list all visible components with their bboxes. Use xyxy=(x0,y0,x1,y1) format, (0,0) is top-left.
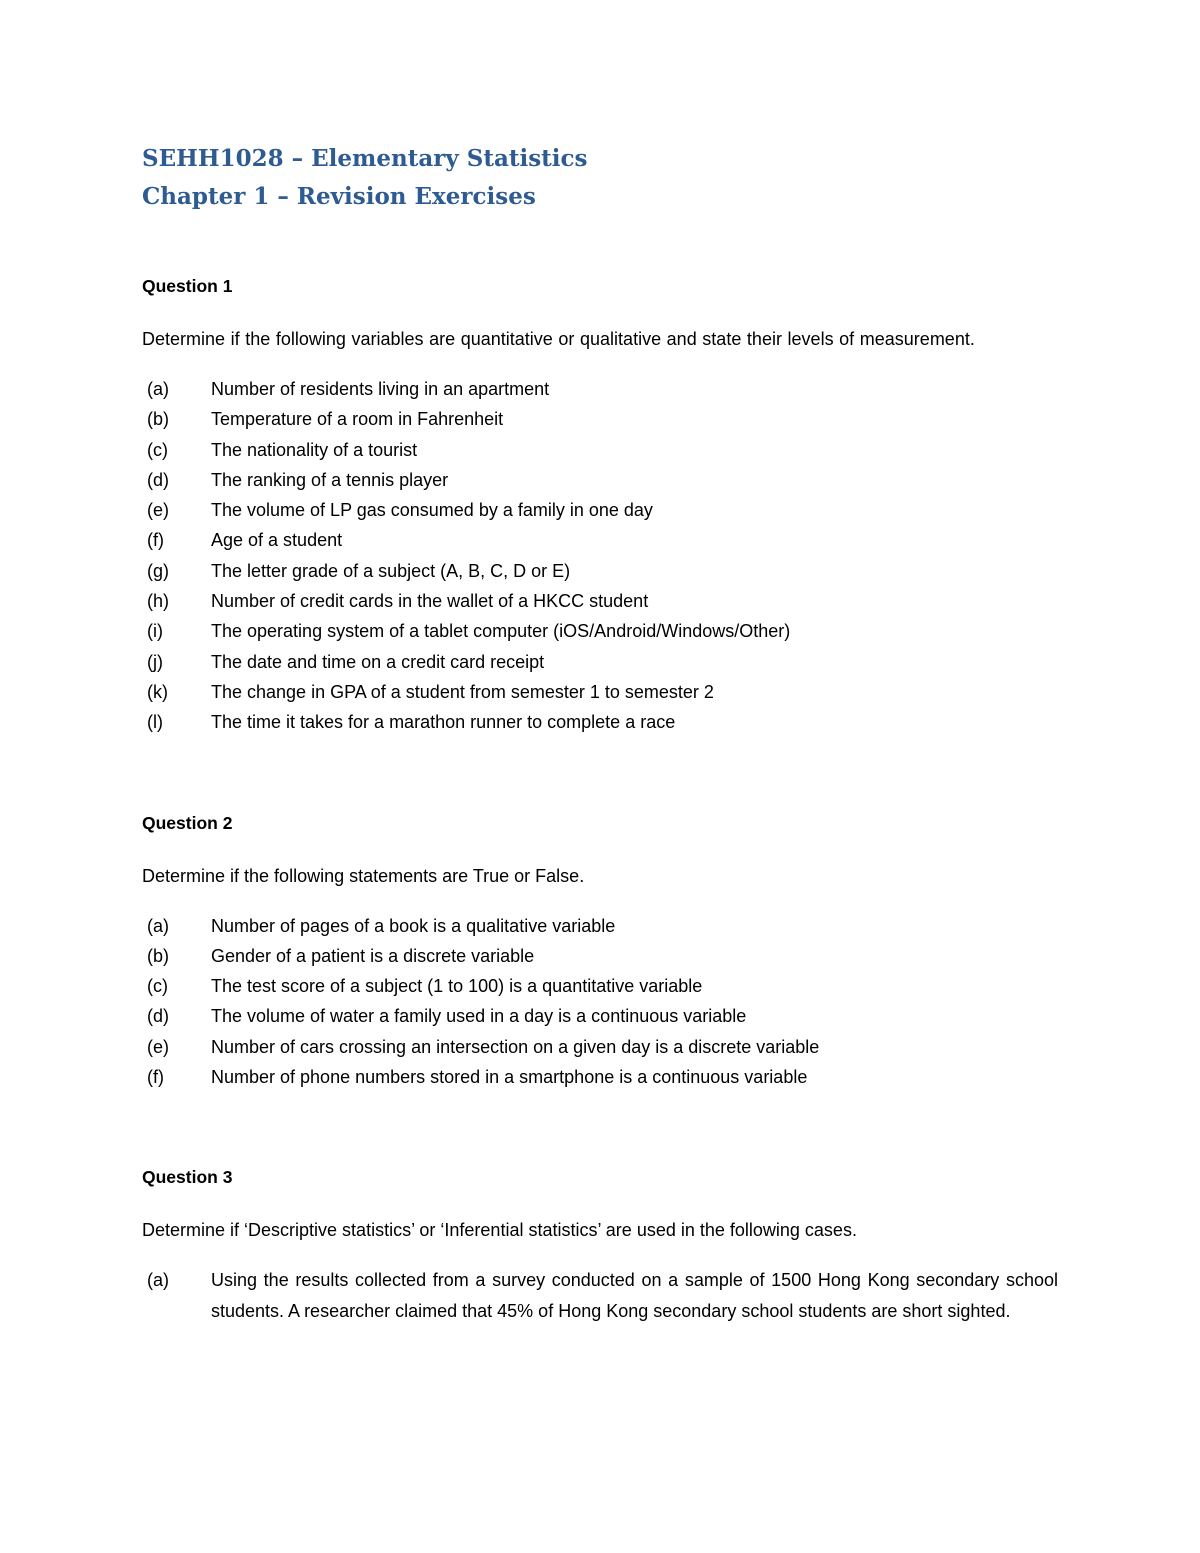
item-text: The date and time on a credit card receipt xyxy=(211,651,545,672)
list-item xyxy=(147,374,1058,404)
item-text: The volume of water a family used in a day is a continuous variable xyxy=(211,1006,747,1027)
list-item xyxy=(147,941,1058,971)
item-text: Number of residents living in an apartment xyxy=(211,379,550,399)
question-items xyxy=(142,374,1058,738)
list-item xyxy=(147,404,1058,434)
list-item xyxy=(147,647,1058,677)
list-item xyxy=(147,435,1058,465)
item-label: (a) xyxy=(147,915,169,936)
question-heading: Question 3 xyxy=(142,1167,233,1188)
question-prompt: Determine if the following variables are quantitative or qualitative and state their levels of measurement. xyxy=(142,329,975,349)
list-item xyxy=(147,556,1058,586)
item-label: (i) xyxy=(147,621,163,642)
list-item xyxy=(147,586,1058,616)
list-item xyxy=(147,707,1058,737)
item-text: The volume of LP gas consumed by a family in one day xyxy=(211,500,653,521)
question-1 xyxy=(142,274,1058,738)
item-text: Age of a student xyxy=(211,530,343,551)
question-2 xyxy=(142,811,1058,1093)
list-item xyxy=(147,525,1058,555)
item-label: (g) xyxy=(147,560,169,581)
list-item xyxy=(147,495,1058,525)
list-item xyxy=(147,677,1058,707)
list-item xyxy=(147,1062,1058,1092)
item-label: (a) xyxy=(147,379,169,399)
question-items xyxy=(142,1265,1058,1326)
question-prompt: Determine if ‘Descriptive statistics’ or ‘Inferential statistics’ are used in the following cases. xyxy=(142,1220,857,1241)
item-label: (b) xyxy=(147,945,169,966)
item-label: (d) xyxy=(147,469,169,490)
list-item xyxy=(147,1001,1058,1031)
item-text: The operating system of a tablet computer (iOS/Android/Windows/Other) xyxy=(211,621,791,642)
list-item xyxy=(147,1032,1058,1062)
course-title: SEHH1028 – Elementary Statistics xyxy=(142,145,588,172)
item-text: Number of phone numbers stored in a smartphone is a continuous variable xyxy=(211,1067,808,1088)
item-text: Gender of a patient is a discrete variable xyxy=(211,945,535,966)
item-label: (b) xyxy=(147,409,169,430)
question-heading: Question 1 xyxy=(142,276,233,296)
question-prompt: Determine if the following statements are True or False. xyxy=(142,865,585,886)
question-3 xyxy=(142,1165,1058,1326)
item-label: (c) xyxy=(147,439,168,460)
list-item xyxy=(147,911,1058,941)
item-text: The test score of a subject (1 to 100) is a quantitative variable xyxy=(211,976,703,997)
list-item xyxy=(147,971,1058,1001)
item-text: The time it takes for a marathon runner to complete a race xyxy=(211,712,676,733)
question-items xyxy=(142,911,1058,1093)
item-text: The change in GPA of a student from semester 1 to semester 2 xyxy=(211,681,714,702)
item-text: Number of cars crossing an intersection on a given day is a discrete variable xyxy=(211,1036,820,1057)
item-label: (l) xyxy=(147,712,163,733)
item-label: (a) xyxy=(147,1270,169,1291)
document-content xyxy=(142,140,1058,1326)
item-text: Number of credit cards in the wallet of a HKCC student xyxy=(211,591,649,612)
item-label: (j) xyxy=(147,651,163,672)
chapter-title: Chapter 1 – Revision Exercises xyxy=(142,183,536,210)
item-text: Temperature of a room in Fahrenheit xyxy=(211,409,504,430)
item-label: (e) xyxy=(147,1036,169,1057)
item-label: (d) xyxy=(147,1006,169,1027)
item-text: The letter grade of a subject (A, B, C, D or E) xyxy=(211,560,571,581)
item-label: (k) xyxy=(147,681,168,702)
item-label: (h) xyxy=(147,591,169,612)
item-label: (c) xyxy=(147,976,168,997)
item-text: The nationality of a tourist xyxy=(211,439,418,460)
item-text: Using the results collected from a survey conducted on a sample of 1500 Hong Kong secondary school students. A researcher claimed that 45% of Hong Kong secondary school students are short sighted. xyxy=(211,1270,1058,1321)
list-item xyxy=(147,1265,1058,1326)
list-item xyxy=(147,616,1058,646)
item-text: The ranking of a tennis player xyxy=(211,469,449,490)
item-label: (e) xyxy=(147,500,169,521)
question-heading: Question 2 xyxy=(142,812,233,833)
item-label: (f) xyxy=(147,1067,164,1088)
item-text: Number of pages of a book is a qualitative variable xyxy=(211,915,616,936)
item-label: (f) xyxy=(147,530,164,551)
list-item xyxy=(147,465,1058,495)
